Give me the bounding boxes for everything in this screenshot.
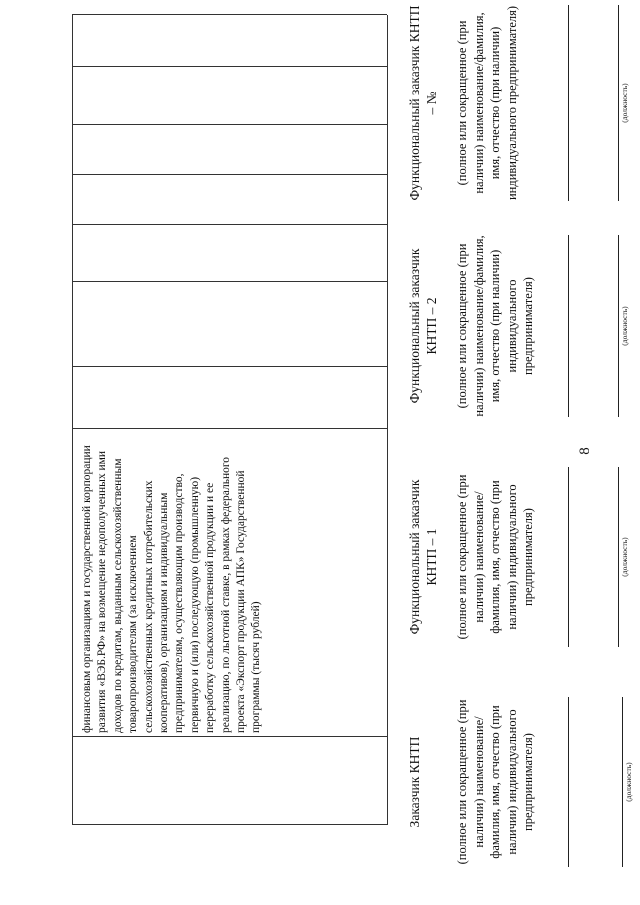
position-caption: (должность) [624, 762, 633, 802]
signature-line [568, 467, 569, 647]
signature-line [568, 697, 569, 867]
position-line [618, 467, 619, 647]
signature-block-functional-customer-1 [406, 467, 638, 647]
page-number: 8 [577, 447, 593, 455]
column-divider [72, 124, 387, 125]
signature-block-functional-customer-2 [406, 235, 638, 417]
table-border-right [72, 14, 387, 15]
signature-description: (полное или сокращенное (при наличии) наименование/фамилия, имя, отчество (при наличии) индивидуального предпринимателя) [455, 5, 519, 201]
signature-title: Функциональный заказчик КНТП – № [407, 5, 439, 201]
table-border-left [72, 824, 387, 825]
column-divider [72, 736, 387, 737]
signature-description: (полное или сокращенное (при наличии) наименование/фамилия, имя, отчество (при наличии) индивидуального предпринимателя) [455, 235, 536, 417]
signature-line [568, 235, 569, 417]
signature-title: Заказчик КНТП [407, 736, 422, 828]
column-divider [72, 366, 387, 367]
position-caption: (должность) [620, 306, 629, 346]
signature-block-customer [406, 697, 638, 867]
position-line [618, 5, 619, 201]
column-divider [72, 428, 387, 429]
column-divider [72, 66, 387, 67]
table-row-label: финансовым организациям и государственной корпорации развития «ВЭБ.РФ» на возмещение недополученных ими доходов по кредитам, выданным сельскохозяйственным товаропроизводителям (за исключением сельскохозяйственных кредитных потребительских кооперативов), организациям и индивидуальным предпринимателям, осуществляющим производство, первичную и (или) последующую (промышленную) переработку сельскохозяйственной продукции и ее реализацию, по льготной ставке, в рамках федерального проекта «Экспорт продукции АПК» Государственной программы (тысяч рублей) [81, 445, 263, 733]
signature-block-functional-customer-n [406, 5, 638, 201]
position-line [618, 235, 619, 417]
position-caption: (должность) [620, 83, 629, 123]
signature-title: Функциональный заказчик КНТП – 1 [407, 479, 439, 635]
column-divider [72, 174, 387, 175]
position-caption: (должность) [620, 537, 629, 577]
signature-description: (полное или сокращенное (при наличии) наименование/фамилия, имя, отчество (при наличии) индивидуального предпринимателя) [455, 474, 536, 640]
signature-title: Функциональный заказчик КНТП – 2 [407, 248, 439, 404]
signature-line [568, 5, 569, 201]
position-line [622, 697, 623, 867]
column-divider [72, 224, 387, 225]
table-border-top [72, 15, 73, 825]
table-border-bottom [387, 15, 388, 825]
column-divider [72, 281, 387, 282]
signature-description: (полное или сокращенное (при наличии) наименование/фамилия, имя, отчество (при наличии) индивидуального предпринимателя) [455, 699, 536, 865]
data-table [72, 15, 387, 825]
